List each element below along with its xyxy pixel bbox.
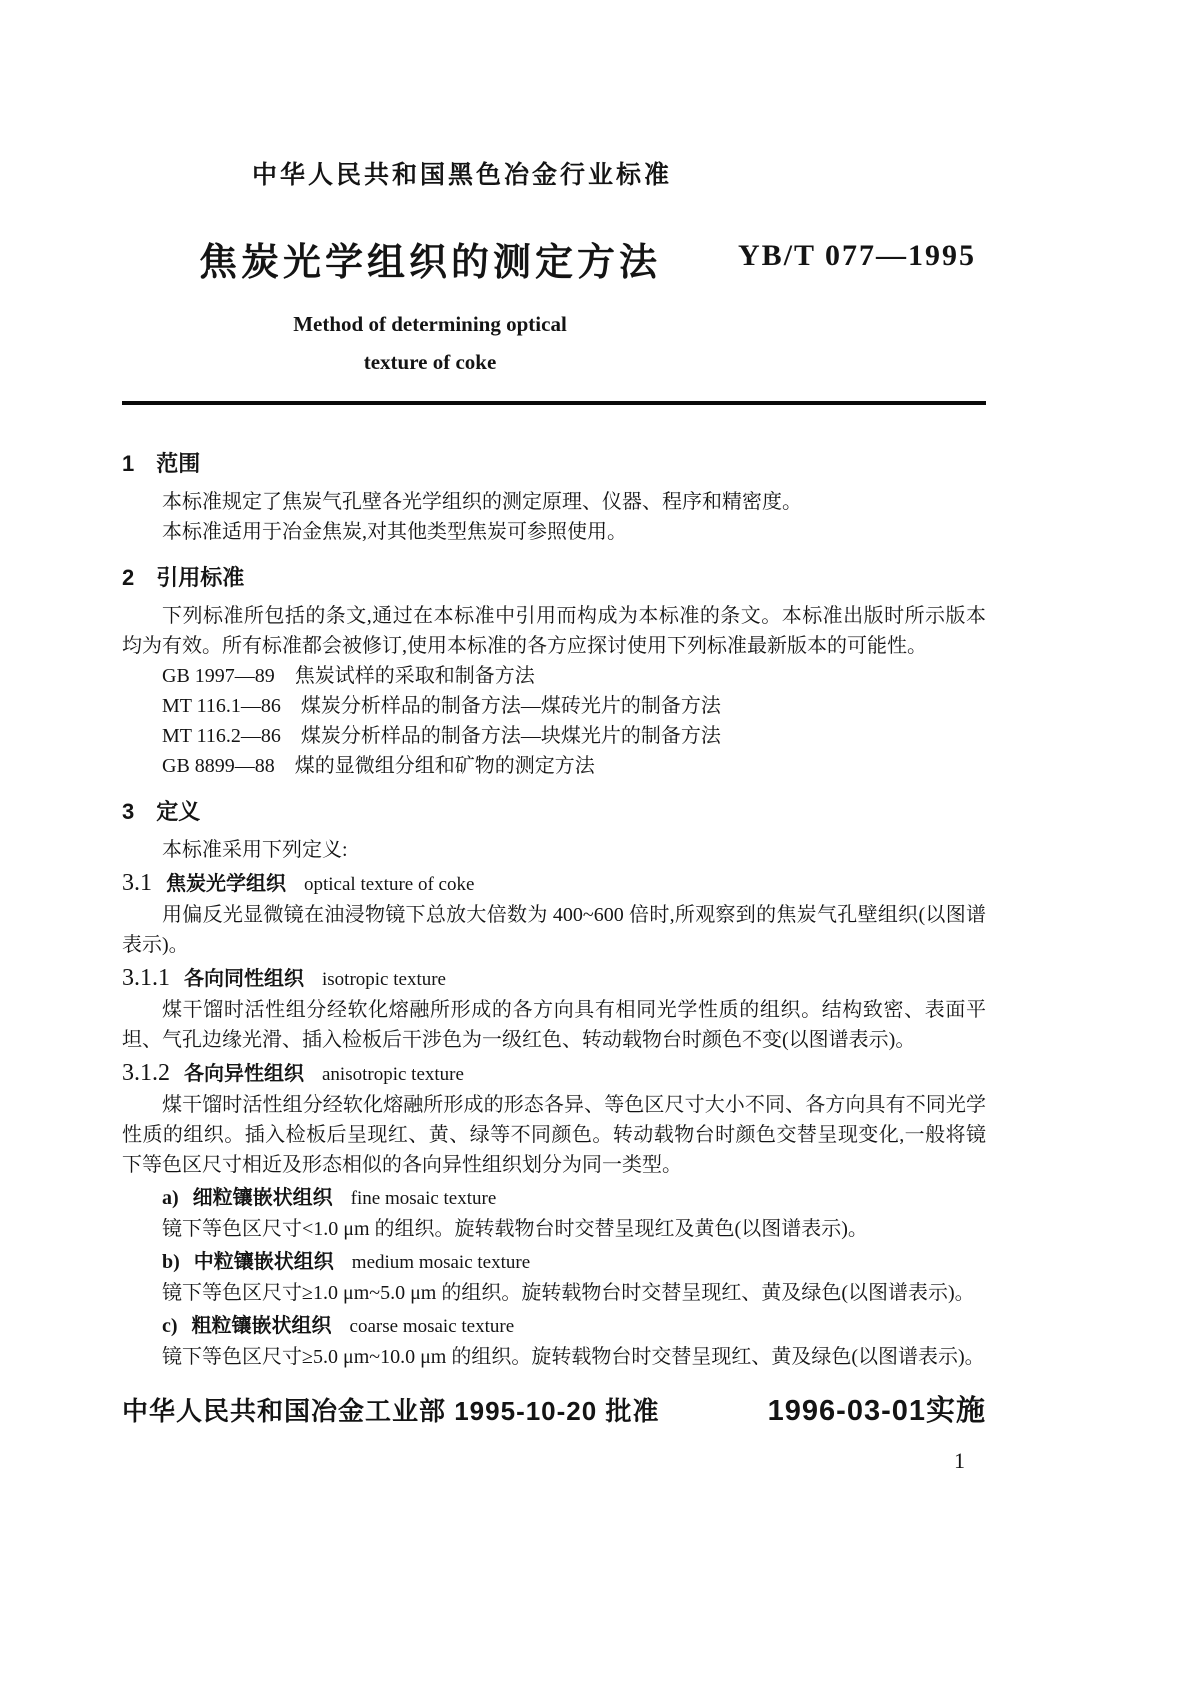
- definition-term: 各向异性组织: [184, 1063, 304, 1085]
- definition-term-english: medium mosaic texture: [351, 1252, 531, 1273]
- page-content-column: [122, 0, 986, 1372]
- document-body: [122, 449, 986, 1372]
- definition-term-english: anisotropic texture: [322, 1064, 464, 1085]
- definition-heading: [122, 868, 986, 900]
- definition-letter: a): [162, 1187, 179, 1209]
- section-3-heading: 3 定义: [122, 799, 201, 824]
- definition-term: 细粒镶嵌状组织: [192, 1187, 333, 1209]
- definition-body: 镜下等色区尺寸≥1.0 μm~5.0 μm 的组织。旋转载物台时交替呈现红、黄及绿色(以图谱表示)。: [162, 1282, 975, 1304]
- definition-number: 3.1.1: [122, 965, 170, 991]
- definition-body: 煤干馏时活性组分经软化熔融所形成的形态各异、等色区尺寸大小不同、各方向具有不同光学性质的组织。插入检板后呈现红、黄、绿等不同颜色。转动载物台时颜色交替呈现变化,一般将镜下等色区尺寸相近及形态相似的各向异性组织划分为同一类型。: [122, 1094, 986, 1176]
- definition-body: 镜下等色区尺寸<1.0 μm 的组织。旋转载物台时交替呈现红及黄色(以图谱表示)。: [162, 1218, 868, 1240]
- english-title-line-2: texture of coke: [363, 350, 497, 374]
- paragraph: 本标准规定了焦炭气孔壁各光学组织的测定原理、仪器、程序和精密度。: [162, 491, 802, 513]
- paragraph: 下列标准所包括的条文,通过在本标准中引用而构成为本标准的条文。本标准出版时所示版本均为有效。所有标准都会被修订,使用本标准的各方应探讨使用下列标准最新版本的可能性。: [122, 605, 986, 657]
- implementation-date: 1996-03-01实施: [767, 1395, 986, 1427]
- definition-term-english: fine mosaic texture: [350, 1188, 497, 1209]
- definition-heading: [122, 963, 986, 995]
- definition-heading: [122, 1183, 986, 1214]
- definition-body: 煤干馏时活性组分经软化熔融所形成的各方向具有相同光学性质的组织。结构致密、表面平坦、气孔边缘光滑、插入检板后干涉色为一级红色、转动载物台时颜色不变(以图谱表示)。: [122, 999, 986, 1051]
- document-footer: [122, 1388, 986, 1429]
- page-number: 1: [954, 1448, 965, 1473]
- title-row: [122, 231, 986, 375]
- english-title-line-1: Method of determining optical: [293, 312, 567, 336]
- definition-body: 镜下等色区尺寸≥5.0 μm~10.0 μm 的组织。旋转载物台时交替呈现红、黄及绿色(以图谱表示)。: [162, 1346, 985, 1368]
- definition-letter: b): [162, 1251, 180, 1273]
- header-divider: [122, 401, 986, 405]
- section-1-heading: 1 范围: [122, 451, 201, 476]
- approval-info: 中华人民共和国冶金工业部 1995-10-20 批准: [122, 1396, 660, 1426]
- definition-term-english: optical texture of coke: [304, 874, 475, 895]
- reference-item: MT 116.2—86 煤炭分析样品的制备方法—块煤光片的制备方法: [162, 725, 721, 747]
- definition-term-english: coarse mosaic texture: [349, 1316, 515, 1337]
- definition-heading: [122, 1058, 986, 1090]
- paragraph: 本标准适用于冶金焦炭,对其他类型焦炭可参照使用。: [162, 521, 627, 543]
- standard-type-label: 中华人民共和国黑色冶金行业标准: [252, 161, 673, 189]
- definition-heading: [122, 1247, 986, 1278]
- definition-number: 3.1: [122, 870, 152, 896]
- definition-term: 粗粒镶嵌状组织: [191, 1315, 332, 1337]
- reference-item: MT 116.1—86 煤炭分析样品的制备方法—煤砖光片的制备方法: [162, 695, 721, 717]
- definition-term: 中粒镶嵌状组织: [193, 1251, 334, 1273]
- paragraph: 本标准采用下列定义:: [162, 839, 348, 861]
- reference-item: GB 1997—89 焦炭试样的采取和制备方法: [162, 665, 535, 687]
- definition-body: 用偏反光显微镜在油浸物镜下总放大倍数为 400~600 倍时,所观察到的焦炭气孔壁组织(以图谱表示)。: [122, 904, 986, 956]
- definition-term-english: isotropic texture: [322, 969, 446, 990]
- definition-term: 焦炭光学组织: [166, 873, 286, 895]
- definition-heading: [122, 1311, 986, 1342]
- definition-number: 3.1.2: [122, 1060, 170, 1086]
- document-title: 焦炭光学组织的测定方法: [199, 242, 662, 284]
- section-2-heading: 2 引用标准: [122, 565, 245, 590]
- title-column: [122, 231, 738, 375]
- standard-number: YB/T 077—1995: [738, 239, 976, 272]
- definition-letter: c): [162, 1315, 178, 1337]
- definition-term: 各向同性组织: [184, 968, 304, 990]
- reference-item: GB 8899—88 煤的显微组分组和矿物的测定方法: [162, 755, 595, 777]
